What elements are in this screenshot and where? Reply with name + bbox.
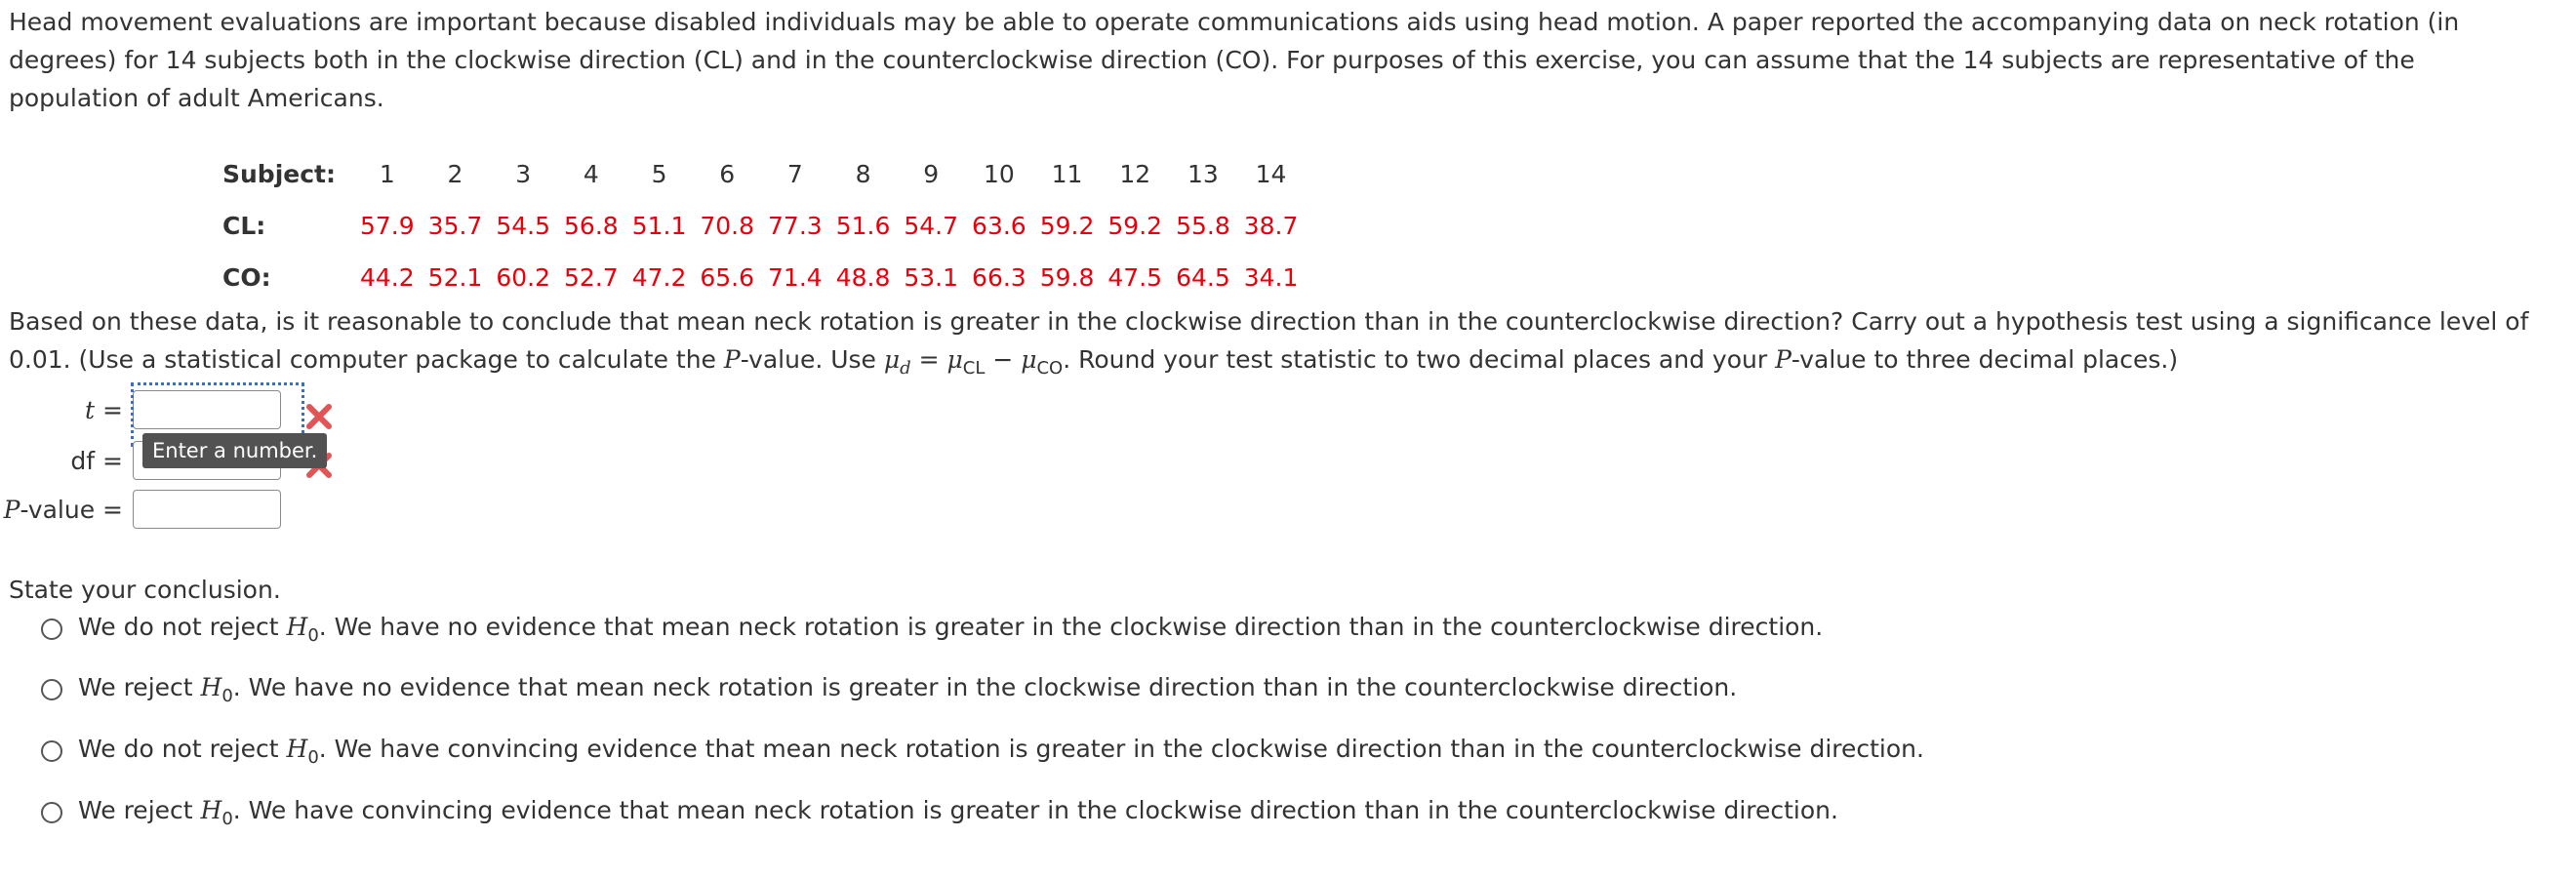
cl-value: 51.6: [835, 212, 891, 240]
t-symbol: t: [85, 395, 96, 424]
option-text-pre: We do not reject: [78, 735, 287, 763]
conclusion-option-2[interactable]: [41, 673, 1737, 706]
conclusion-option-1[interactable]: [41, 613, 1823, 646]
question-part3: . Round your test statistic to two decimal places and your: [1063, 345, 1776, 374]
cl-value: 38.7: [1243, 212, 1299, 240]
option-text-post: . We have no evidence that mean neck rotation is greater in the clockwise direction than in the counterclockwise direction.: [318, 613, 1824, 641]
subject-number: 2: [447, 160, 463, 188]
subject-number: 3: [515, 160, 532, 188]
option-label: [78, 673, 1737, 706]
h-symbol: H: [200, 796, 222, 824]
radio-button[interactable]: [41, 740, 62, 762]
subject-number: 9: [923, 160, 940, 188]
mu-symbol: μ: [1021, 345, 1037, 374]
subject-row: [217, 148, 1305, 200]
cl-value: 55.8: [1176, 212, 1230, 240]
mu-symbol: μ: [883, 345, 901, 374]
subject-number: 14: [1255, 160, 1287, 188]
cl-label: CL:: [222, 212, 266, 240]
p-suffix: -value: [20, 495, 96, 524]
subject-number: 1: [379, 160, 395, 188]
option-label: [78, 796, 1838, 829]
question-p-symbol: P: [1775, 345, 1791, 374]
h-subscript: 0: [221, 686, 233, 706]
option-text-pre: We do not reject: [78, 613, 287, 641]
question-text: [9, 302, 2546, 387]
cl-value: 56.8: [564, 212, 619, 240]
question-part2: -value. Use: [740, 345, 884, 374]
df-equals: =: [95, 446, 123, 475]
df-text: df: [70, 446, 96, 475]
cl-value: 59.2: [1039, 212, 1095, 240]
t-equals: =: [95, 395, 123, 424]
mu-sub-cl: CL: [962, 358, 986, 379]
radio-button[interactable]: [41, 619, 62, 640]
cl-value: 59.2: [1107, 212, 1163, 240]
subject-number: 6: [719, 160, 736, 188]
co-value: 52.1: [427, 263, 483, 292]
co-value: 59.8: [1039, 263, 1095, 292]
mu-sub-d: d: [900, 358, 911, 379]
option-label: [78, 613, 1823, 646]
subject-number: 8: [855, 160, 871, 188]
co-value: 47.2: [631, 263, 687, 292]
cl-value: 77.3: [768, 212, 823, 240]
cl-value: 54.5: [496, 212, 551, 240]
cl-row: [217, 200, 1305, 252]
incorrect-x-icon: [304, 402, 334, 431]
subject-number: 7: [786, 160, 803, 188]
co-value: 47.5: [1107, 263, 1163, 292]
co-label: CO:: [222, 263, 271, 292]
question-p-symbol: P: [723, 345, 741, 374]
co-value: 60.2: [496, 263, 551, 292]
cl-value: 51.1: [631, 212, 687, 240]
data-table: [217, 148, 1305, 303]
cl-value: 63.6: [972, 212, 1026, 240]
minus-sign: −: [985, 345, 1022, 374]
h-symbol: H: [286, 735, 308, 763]
co-value: 48.8: [835, 263, 891, 292]
co-value: 44.2: [360, 263, 415, 292]
co-value: 65.6: [700, 263, 755, 292]
p-answer-row: [0, 490, 281, 529]
p-label: [0, 496, 133, 524]
p-symbol: P: [3, 495, 20, 524]
conclusion-option-4[interactable]: [41, 796, 1838, 829]
subject-number: 12: [1119, 160, 1151, 188]
option-text-pre: We reject: [78, 673, 201, 701]
subject-label: Subject:: [222, 160, 336, 188]
subject-number: 4: [583, 160, 599, 188]
subject-number: 5: [651, 160, 667, 188]
cl-value: 57.9: [360, 212, 415, 240]
conclusion-option-3[interactable]: [41, 735, 1924, 768]
mu-symbol: μ: [946, 345, 963, 374]
option-text-post: . We have convincing evidence that mean neck rotation is greater in the clockwise direction than in the counterclockwise direction.: [232, 796, 1838, 824]
option-text-pre: We reject: [78, 796, 201, 824]
h-symbol: H: [200, 673, 222, 701]
h-symbol: H: [286, 613, 308, 641]
subject-number: 11: [1051, 160, 1083, 188]
h-subscript: 0: [307, 625, 319, 646]
p-value-input[interactable]: [133, 490, 281, 529]
t-label: [0, 396, 133, 424]
option-text-post: . We have convincing evidence that mean neck rotation is greater in the clockwise direction than in the counterclockwise direction.: [318, 735, 1924, 763]
option-text-post: . We have no evidence that mean neck rotation is greater in the clockwise direction than in the counterclockwise direction.: [232, 673, 1738, 701]
co-value: 71.4: [768, 263, 823, 292]
subject-number: 13: [1187, 160, 1219, 188]
h-subscript: 0: [221, 809, 233, 829]
co-value: 53.1: [904, 263, 959, 292]
cl-value: 54.7: [904, 212, 959, 240]
input-tooltip: Enter a number.: [142, 433, 327, 468]
p-equals: =: [95, 495, 123, 524]
subject-number: 10: [983, 160, 1015, 188]
conclusion-title: State your conclusion.: [9, 576, 281, 604]
mu-sub-co: CO: [1036, 358, 1064, 379]
h-subscript: 0: [307, 747, 319, 768]
co-value: 64.5: [1176, 263, 1230, 292]
equals-sign: =: [910, 345, 947, 374]
df-label: [0, 447, 133, 475]
cl-value: 35.7: [427, 212, 483, 240]
co-row: [217, 252, 1305, 303]
radio-button[interactable]: [41, 679, 62, 700]
co-value: 66.3: [972, 263, 1026, 292]
problem-intro: Head movement evaluations are important because disabled individuals may be able to operate communications aids using head motion. A paper reported the accompanying data on neck rotation (in degrees) for 14 subjects both in the clockwise direction (CL) and in the counterclockwise direction (CO). For purposes of this exercise, you can assume that the 14 subjects are representative of the population of adult Americans.: [9, 8, 2460, 112]
radio-button[interactable]: [41, 802, 62, 823]
question-part1: Based on these data, is it reasonable to conclude that mean neck rotation is greater in the clockwise direction than in the counterclockwise direction? Carry out a hypothesis test using a significance level of 0.01. (Use a statistical computer package to calculate the: [9, 307, 2529, 374]
question-part4: -value to three decimal places.): [1791, 345, 2179, 374]
co-value: 34.1: [1243, 263, 1299, 292]
option-label: [78, 735, 1924, 768]
cl-value: 70.8: [700, 212, 755, 240]
co-value: 52.7: [564, 263, 619, 292]
